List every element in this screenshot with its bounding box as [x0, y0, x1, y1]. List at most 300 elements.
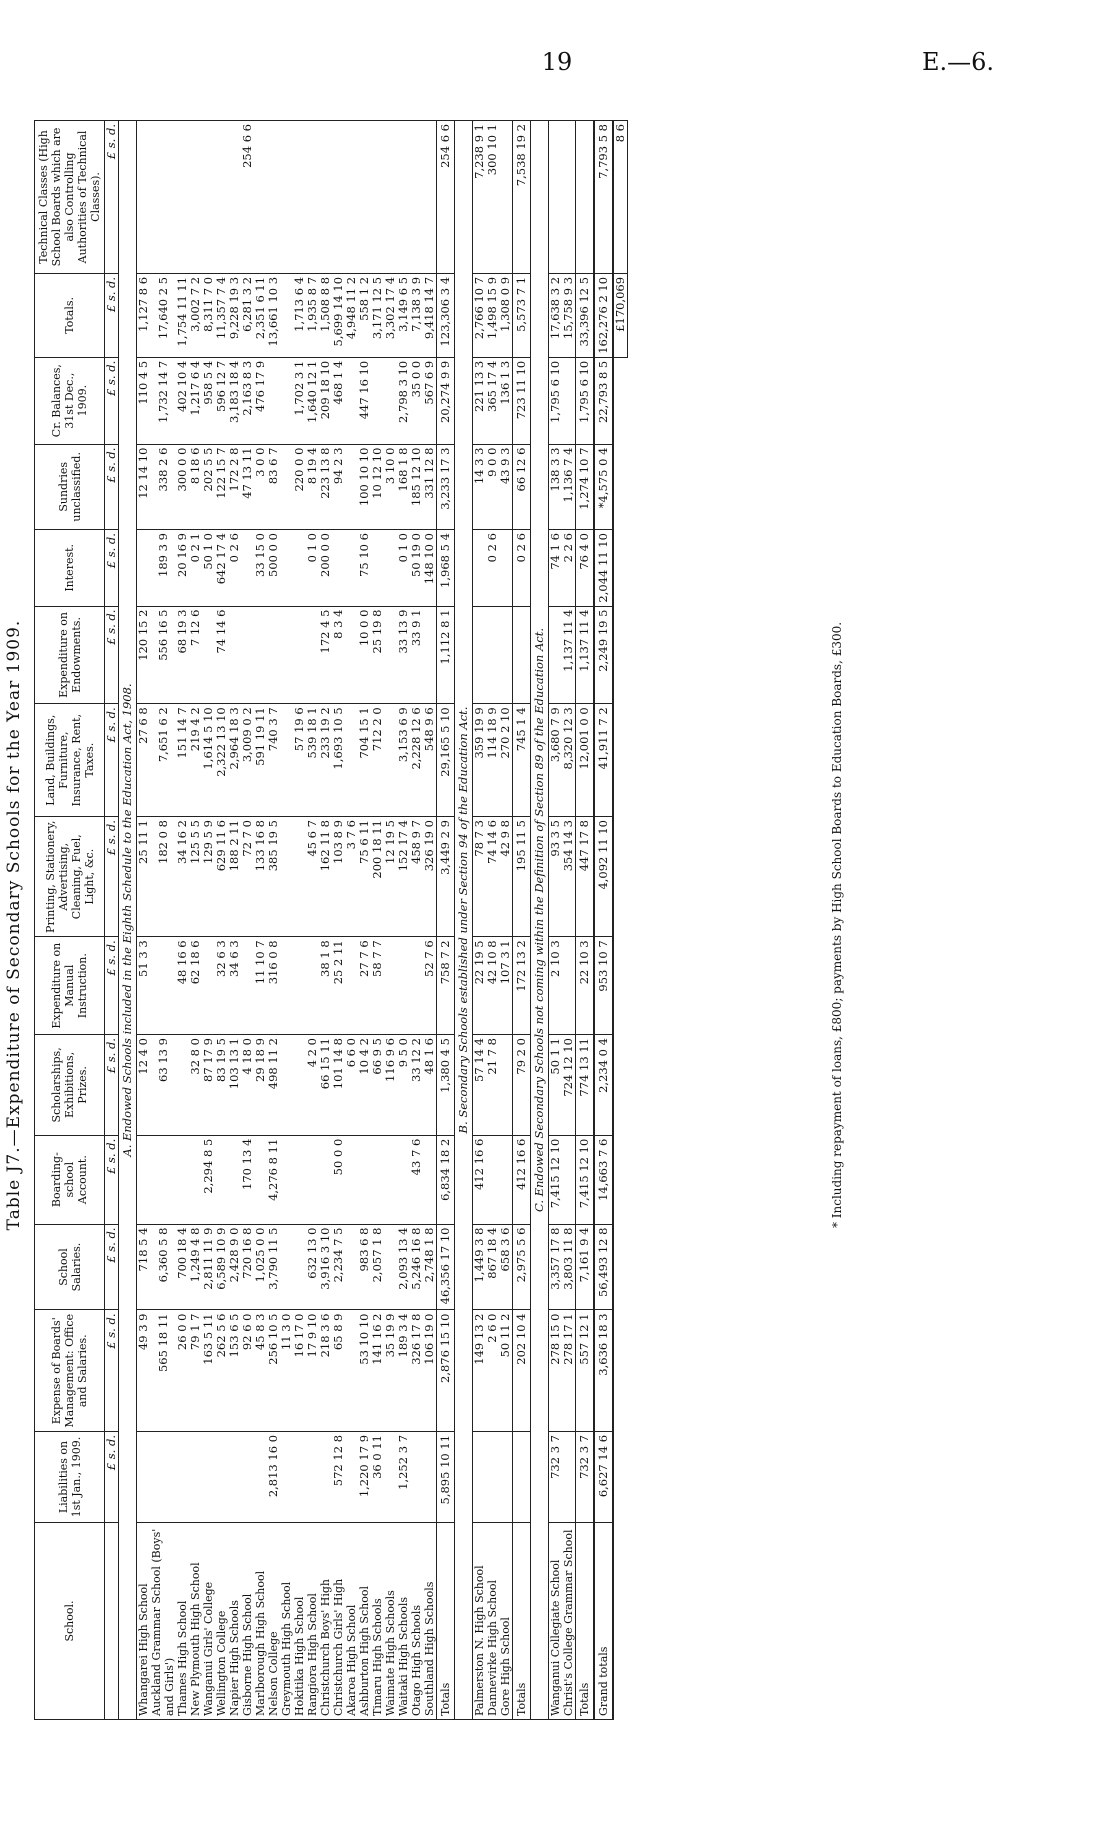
amount-cell: 141 16 2 [371, 1310, 384, 1431]
amount-cell: 712 2 0 [371, 704, 384, 817]
school-name: Thames High School [176, 1523, 189, 1720]
amount-cell: 116 9 6 [384, 1035, 397, 1136]
amount-cell: 1,508 8 8 [319, 273, 332, 357]
amount-cell: 172 4 5 [319, 606, 332, 704]
amount-cell: 447 16 10 [358, 357, 371, 444]
amount-cell: 168 1 8 [397, 444, 410, 529]
amount-cell [280, 530, 293, 607]
amount-cell: 13,661 10 3 [267, 273, 280, 357]
amount-cell [189, 121, 202, 274]
amount-cell: 66 9 5 [371, 1035, 384, 1136]
amount-cell: 3,233 17 3 [437, 444, 455, 529]
amount-cell: 468 1 4 [332, 357, 345, 444]
school-name: Ashburton High School [358, 1523, 371, 1720]
amount-cell: 2,351 6 11 [254, 273, 267, 357]
amount-cell: 83 6 7 [267, 444, 280, 529]
school-name: Dannevirke High School [486, 1523, 499, 1720]
section-heading-text: C. Endowed Secondary Schools not coming within the Definition of Section 89 of the Education Act. [531, 121, 549, 1720]
amount-cell: 412 16 6 [513, 1135, 531, 1224]
amount-cell: 774 13 11 [576, 1035, 595, 1136]
amount-cell: 152 17 4 [397, 817, 410, 937]
amount-cell [358, 1135, 371, 1224]
amount-cell [150, 121, 176, 274]
amount-cell: 2,044 11 10 [594, 530, 613, 607]
amount-cell: 29,165 5 10 [437, 704, 455, 817]
expenditure-table [34, 120, 628, 1720]
amount-cell: 2 6 0 [486, 1310, 499, 1431]
school-name: Palmerston N. High School [473, 1523, 487, 1720]
empty-cell [613, 1523, 628, 1720]
amount-cell: 5,895 10 11 [437, 1431, 455, 1522]
amount-cell: *4,575 0 4 [594, 444, 613, 529]
amount-cell: 1,693 10 5 [332, 704, 345, 817]
amount-cell: 50 0 0 [332, 1135, 345, 1224]
empty-cell [613, 1224, 628, 1310]
amount-cell: 79 2 0 [513, 1035, 531, 1136]
amount-cell: 642 17 4 [215, 530, 228, 607]
amount-cell: 7,415 12 10 [549, 1135, 563, 1224]
amount-cell [254, 606, 267, 704]
amount-cell: 29 18 9 [254, 1035, 267, 1136]
amount-cell: 125 5 5 [189, 817, 202, 937]
amount-cell: 1,795 6 10 [576, 357, 595, 444]
amount-cell: 2,249 19 5 [594, 606, 613, 704]
amount-cell: 8 3 4 [332, 606, 345, 704]
table-row [499, 121, 513, 1720]
amount-cell: 33 15 0 [254, 530, 267, 607]
amount-cell [267, 606, 280, 704]
empty-cell [613, 444, 628, 529]
amount-cell: 254 6 6 [241, 121, 254, 274]
section-heading [119, 121, 137, 1720]
school-name: Timaru High Schools [371, 1523, 384, 1720]
amount-cell: 9,228 19 3 [228, 273, 241, 357]
amount-cell: 32 6 3 [215, 937, 228, 1035]
amount-cell: 1,713 6 4 [293, 273, 306, 357]
amount-cell [332, 121, 345, 274]
amount-cell: 189 3 9 [150, 530, 176, 607]
amount-cell: 2,975 5 6 [513, 1224, 531, 1310]
amount-cell: 0 1 0 [397, 530, 410, 607]
amount-cell: 202 5 5 [202, 444, 215, 529]
amount-cell: 1,249 4 8 [189, 1224, 202, 1310]
amount-cell: 57 14 4 [473, 1035, 487, 1136]
amount-cell: 2,964 18 3 [228, 704, 241, 817]
amount-cell [306, 1135, 319, 1224]
amount-cell: 74 14 6 [215, 606, 228, 704]
amount-cell [293, 937, 306, 1035]
amount-cell: 5,699 14 10 [332, 273, 345, 357]
amount-cell: 338 2 6 [150, 444, 176, 529]
school-name: New Plymouth High School [189, 1523, 202, 1720]
school-name: Greymouth High School [280, 1523, 293, 1720]
amount-cell: 1,137 11 4 [576, 606, 595, 704]
amount-cell [254, 121, 267, 274]
amount-cell: 79 1 7 [189, 1310, 202, 1431]
amount-cell: 11,357 7 4 [215, 273, 228, 357]
amount-cell: 326 19 0 [423, 817, 437, 937]
column-header: Expenditure on Manual Instruction. [35, 937, 105, 1035]
final-total-row [613, 121, 628, 1720]
amount-cell: 3,009 0 2 [241, 704, 254, 817]
amount-cell: 354 14 3 [562, 817, 576, 937]
amount-cell: 7,651 6 2 [150, 704, 176, 817]
amount-cell [189, 1431, 202, 1522]
school-name: Wanganui Collegiate School [549, 1523, 563, 1720]
amount-cell: 48 16 6 [176, 937, 189, 1035]
amount-cell: 8 19 4 [306, 444, 319, 529]
amount-cell: 43 9 3 [499, 444, 513, 529]
amount-cell: 151 14 7 [176, 704, 189, 817]
column-header: Interest. [35, 530, 105, 607]
amount-cell: 50 19 0 [410, 530, 423, 607]
amount-cell: 629 11 6 [215, 817, 228, 937]
amount-cell [345, 121, 358, 274]
amount-cell [562, 121, 576, 274]
amount-cell: 458 9 7 [410, 817, 423, 937]
amount-cell: 4,092 11 10 [594, 817, 613, 937]
amount-cell: 385 19 5 [267, 817, 280, 937]
amount-cell [202, 1431, 215, 1522]
amount-cell: 402 10 4 [176, 357, 189, 444]
amount-cell: 3 7 6 [345, 817, 358, 937]
table-row [423, 121, 437, 1720]
amount-cell: 75 6 11 [358, 817, 371, 937]
amount-cell [202, 121, 215, 274]
amount-cell: 68 19 3 [176, 606, 189, 704]
amount-cell: 326 17 8 [410, 1310, 423, 1431]
column-header: Boarding-school Account. [35, 1135, 105, 1224]
amount-cell: 7 12 6 [189, 606, 202, 704]
amount-cell [306, 121, 319, 274]
amount-cell: 172 13 2 [513, 937, 531, 1035]
amount-cell: 3,149 6 5 [397, 273, 410, 357]
amount-cell [423, 1135, 437, 1224]
amount-cell: 17,638 3 2 [549, 273, 563, 357]
table-row [549, 121, 563, 1720]
amount-cell: 103 13 1 [228, 1035, 241, 1136]
amount-cell: 1,025 0 0 [254, 1224, 267, 1310]
amount-cell: 0 2 6 [486, 530, 499, 607]
amount-cell: 1,136 7 4 [562, 444, 576, 529]
amount-cell [371, 357, 384, 444]
amount-cell: 195 11 5 [513, 817, 531, 937]
amount-cell: £ s. d. [105, 1310, 119, 1431]
amount-cell: 2,093 13 4 [397, 1224, 410, 1310]
amount-cell: 9 5 0 [397, 1035, 410, 1136]
amount-cell: 10 12 10 [371, 444, 384, 529]
amount-cell: 1,252 3 7 [397, 1431, 410, 1522]
amount-cell [215, 1431, 228, 1522]
amount-cell: 12 19 5 [384, 817, 397, 937]
amount-cell: 447 17 8 [576, 817, 595, 937]
amount-cell: 209 18 10 [319, 357, 332, 444]
amount-cell [562, 1135, 576, 1224]
amount-cell: 49 3 9 [137, 1310, 151, 1431]
amount-cell: 233 19 2 [319, 704, 332, 817]
amount-cell: 25 19 8 [371, 606, 384, 704]
empty-cell [613, 817, 628, 937]
amount-cell [473, 606, 487, 704]
amount-cell: 700 18 4 [176, 1224, 189, 1310]
amount-cell [176, 1135, 189, 1224]
amount-cell [293, 1431, 306, 1522]
amount-cell [358, 121, 371, 274]
amount-cell: 103 8 9 [332, 817, 345, 937]
amount-cell: 22 19 5 [473, 937, 487, 1035]
amount-cell: 200 18 11 [371, 817, 384, 937]
amount-cell: 14,663 7 6 [594, 1135, 613, 1224]
amount-cell: 2,748 1 8 [423, 1224, 437, 1310]
amount-cell: 27 6 8 [137, 704, 151, 817]
amount-cell: 867 18 4 [486, 1224, 499, 1310]
amount-cell: 12 14 10 [137, 444, 151, 529]
amount-cell: 3,449 2 9 [437, 817, 455, 937]
table-body [105, 121, 628, 1720]
amount-cell: 1,220 17 9 [358, 1431, 371, 1522]
amount-cell: 200 0 0 [319, 530, 332, 607]
amount-cell [513, 606, 531, 704]
amount-cell: 74 14 6 [486, 817, 499, 937]
column-header: Printing, Stationery, Advertising, Cleaning, Fuel, Light, &c. [35, 817, 105, 937]
amount-cell: 92 6 0 [241, 1310, 254, 1431]
amount-cell: 17 9 10 [306, 1310, 319, 1431]
totals-row [437, 121, 455, 1720]
amount-cell: 34 16 2 [176, 817, 189, 937]
amount-cell: 498 11 2 [267, 1035, 280, 1136]
amount-cell: 20,274 9 9 [437, 357, 455, 444]
amount-cell [332, 530, 345, 607]
amount-cell: 185 12 10 [410, 444, 423, 529]
amount-cell [499, 1431, 513, 1522]
units-row [105, 121, 119, 1720]
amount-cell: 3,302 17 4 [384, 273, 397, 357]
column-header: School. [35, 1523, 105, 1720]
amount-cell: 278 17 1 [562, 1310, 576, 1431]
amount-cell: 41,911 7 2 [594, 704, 613, 817]
school-name: Otago High Schools [410, 1523, 423, 1720]
amount-cell: 33 13 9 [397, 606, 410, 704]
amount-cell: 14 3 3 [473, 444, 487, 529]
amount-cell: 36 0 11 [371, 1431, 384, 1522]
column-header: Expense of Boards' Management: Office and Salaries. [35, 1310, 105, 1431]
section-heading [455, 121, 473, 1720]
amount-cell: 46,356 17 10 [437, 1224, 455, 1310]
rotated-table-area [0, 90, 900, 1760]
amount-cell: 7,538 19 2 [513, 121, 531, 274]
section-heading-text: A. Endowed Schools included in the Eighth Schedule to the Education Act, 1908. [119, 121, 137, 1720]
amount-cell: 2,057 1 8 [371, 1224, 384, 1310]
amount-cell: 35 0 0 [410, 357, 423, 444]
amount-cell [549, 121, 563, 274]
amount-cell [215, 1135, 228, 1224]
amount-cell: £ s. d. [105, 121, 119, 274]
amount-cell: 12 4 0 [137, 1035, 151, 1136]
amount-cell: 22,793 8 5 [594, 357, 613, 444]
amount-cell: £ s. d. [105, 704, 119, 817]
empty-cell [613, 606, 628, 704]
amount-cell: 100 10 10 [358, 444, 371, 529]
school-name: Wanganui Girls' College [202, 1523, 215, 1720]
school-name: Nelson College [267, 1523, 280, 1720]
amount-cell: 2 2 6 [562, 530, 576, 607]
amount-cell: 35 19 9 [384, 1310, 397, 1431]
amount-cell: 110 4 5 [137, 357, 151, 444]
amount-cell [371, 530, 384, 607]
amount-cell: 0 2 6 [228, 530, 241, 607]
amount-cell: 3,636 18 3 [594, 1310, 613, 1431]
column-header: Land, Buildings, Furniture, Insurance, Rent, Taxes. [35, 704, 105, 817]
amount-cell [228, 606, 241, 704]
amount-cell: 1,308 0 9 [499, 273, 513, 357]
amount-cell: 129 5 9 [202, 817, 215, 937]
amount-cell [150, 937, 176, 1035]
amount-cell [280, 121, 293, 274]
school-name: Hokitika High School [293, 1523, 306, 1720]
amount-cell: 1,137 11 4 [562, 606, 576, 704]
empty-cell [613, 1135, 628, 1224]
amount-cell: 136 1 3 [499, 357, 513, 444]
amount-cell: 745 1 4 [513, 704, 531, 817]
amount-cell: 26 0 0 [176, 1310, 189, 1431]
amount-cell: 270 2 10 [499, 704, 513, 817]
amount-cell: 2,813 16 0 [267, 1431, 280, 1522]
amount-cell: 591 19 11 [254, 704, 267, 817]
school-name: Marlborough High School [254, 1523, 267, 1720]
amount-cell [137, 1135, 151, 1224]
amount-cell: 732 3 7 [549, 1431, 563, 1522]
amount-cell: 76 4 0 [576, 530, 595, 607]
amount-cell: 162,276 2 10 [594, 273, 613, 357]
amount-cell: 7,238 9 1 [473, 121, 487, 274]
amount-cell: 6,589 10 9 [215, 1224, 228, 1310]
amount-cell [150, 1135, 176, 1224]
amount-cell: 188 2 11 [228, 817, 241, 937]
final-total-value: £170,069 [613, 273, 628, 357]
amount-cell: 732 3 7 [576, 1431, 595, 1522]
amount-cell: 953 10 7 [594, 937, 613, 1035]
table-row [150, 121, 176, 1720]
amount-cell [267, 357, 280, 444]
amount-cell: 565 18 11 [150, 1310, 176, 1431]
amount-cell: 2,234 7 5 [332, 1224, 345, 1310]
amount-cell: 539 18 1 [306, 704, 319, 817]
school-name [105, 1523, 119, 1720]
amount-cell: 122 15 7 [215, 444, 228, 529]
page-number: 19 [541, 48, 573, 76]
school-name: Christchurch Girls' High [332, 1523, 345, 1720]
amount-cell [280, 937, 293, 1035]
amount-cell: 596 12 7 [215, 357, 228, 444]
amount-cell: 548 9 6 [423, 704, 437, 817]
amount-cell: 87 17 9 [202, 1035, 215, 1136]
amount-cell: 6,834 18 2 [437, 1135, 455, 1224]
amount-cell: 6,360 5 8 [150, 1224, 176, 1310]
amount-cell: 220 0 0 [293, 444, 306, 529]
column-header: Liabilities on 1st Jan., 1909. [35, 1431, 105, 1522]
amount-cell: 476 17 9 [254, 357, 267, 444]
amount-cell [384, 121, 397, 274]
amount-cell [319, 121, 332, 274]
amount-cell: 658 3 6 [499, 1224, 513, 1310]
amount-cell: 1,935 8 7 [306, 273, 319, 357]
amount-cell: 2,876 15 10 [437, 1310, 455, 1431]
amount-cell: 278 15 0 [549, 1310, 563, 1431]
amount-cell: 58 7 7 [371, 937, 384, 1035]
amount-cell: 8,311 7 0 [202, 273, 215, 357]
amount-cell: 3,153 6 9 [397, 704, 410, 817]
amount-cell: 83 19 5 [215, 1035, 228, 1136]
amount-cell [562, 1431, 576, 1522]
amount-cell: 52 7 6 [423, 937, 437, 1035]
amount-cell: 567 6 9 [423, 357, 437, 444]
school-name: Napier High Schools [228, 1523, 241, 1720]
amount-cell: 7,793 5 8 [594, 121, 613, 274]
amount-cell: 63 13 9 [150, 1035, 176, 1136]
amount-cell: 33,396 12 5 [576, 273, 595, 357]
amount-cell [397, 937, 410, 1035]
amount-cell: 133 16 8 [254, 817, 267, 937]
amount-cell [228, 1431, 241, 1522]
amount-cell: 45 6 7 [306, 817, 319, 937]
table-row [267, 121, 280, 1720]
amount-cell: 107 3 1 [499, 937, 513, 1035]
amount-cell: 189 3 4 [397, 1310, 410, 1431]
amount-cell: 2,322 13 10 [215, 704, 228, 817]
amount-cell: 3,002 7 2 [189, 273, 202, 357]
amount-cell: 50 1 0 [202, 530, 215, 607]
amount-cell [499, 121, 513, 274]
amount-cell: 6 6 0 [345, 1035, 358, 1136]
amount-cell: 0 2 1 [189, 530, 202, 607]
amount-cell [486, 1135, 499, 1224]
amount-cell: 8,320 12 3 [562, 704, 576, 817]
amount-cell: 2,163 8 3 [241, 357, 254, 444]
amount-cell: £ s. d. [105, 1224, 119, 1310]
amount-cell: 172 2 8 [228, 444, 241, 529]
amount-cell: £ s. d. [105, 273, 119, 357]
amount-cell: 25 2 11 [332, 937, 345, 1035]
amount-cell [137, 530, 151, 607]
amount-cell [293, 1135, 306, 1224]
amount-cell [137, 1431, 151, 1522]
amount-cell [423, 606, 437, 704]
empty-cell [613, 937, 628, 1035]
amount-cell: 223 13 8 [319, 444, 332, 529]
amount-cell [176, 1431, 189, 1522]
amount-cell [423, 1431, 437, 1522]
school-name: Totals [576, 1523, 595, 1720]
amount-cell: 11 3 0 [280, 1310, 293, 1431]
column-header: School Salaries. [35, 1224, 105, 1310]
amount-cell: 6,627 14 6 [594, 1431, 613, 1522]
amount-cell: 262 5 6 [215, 1310, 228, 1431]
amount-cell: 724 12 10 [562, 1035, 576, 1136]
amount-cell: 43 7 6 [410, 1135, 423, 1224]
school-name: Totals [513, 1523, 531, 1720]
amount-cell: 2,228 12 6 [410, 704, 423, 817]
school-name: Rangiora High School [306, 1523, 319, 1720]
page-reference: E.—6. [921, 48, 994, 76]
table-row [358, 121, 371, 1720]
table-row [332, 121, 345, 1720]
header-row [35, 121, 105, 1720]
amount-cell: 27 7 6 [358, 937, 371, 1035]
amount-cell: 138 3 3 [549, 444, 563, 529]
amount-cell [423, 121, 437, 274]
amount-cell [280, 1224, 293, 1310]
amount-cell: 758 7 2 [437, 937, 455, 1035]
